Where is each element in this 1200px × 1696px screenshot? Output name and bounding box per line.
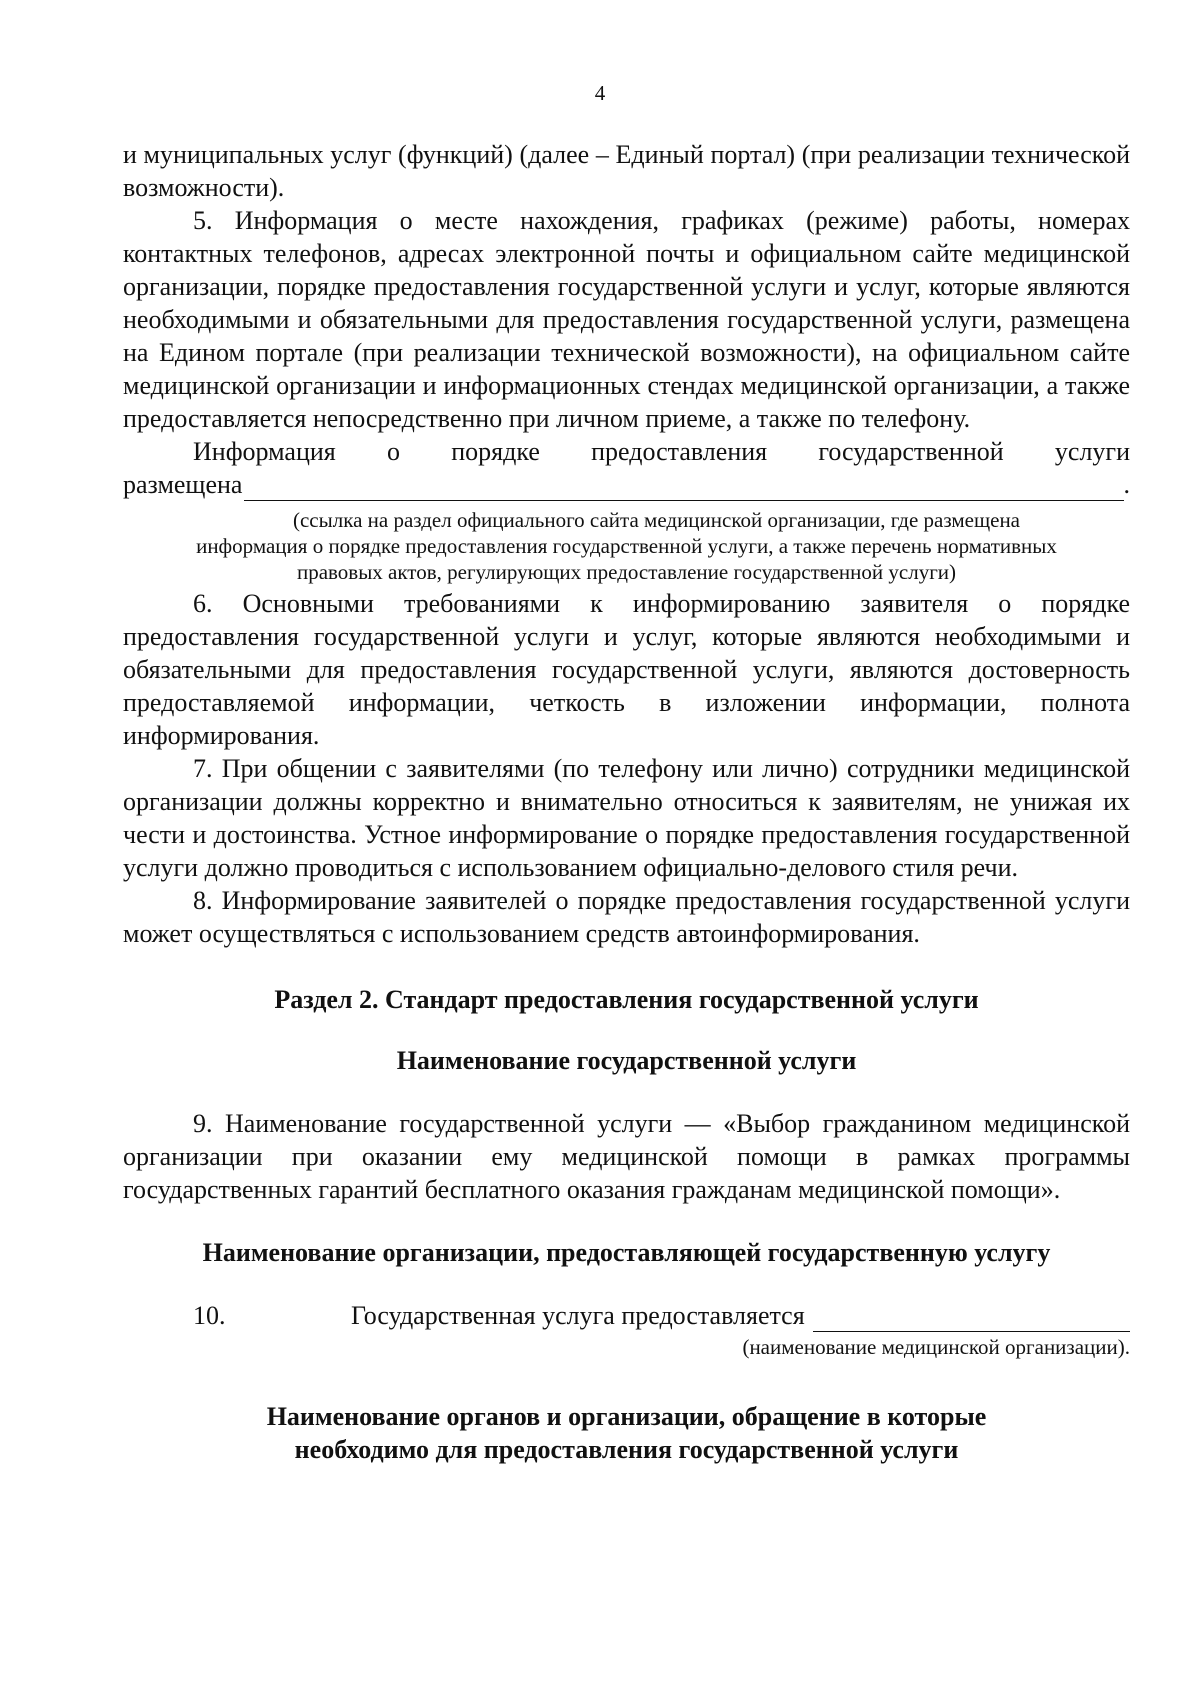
paragraph-10 <box>123 1299 1130 1332</box>
paragraph-8: 8. Информирование заявителей о порядке предоставления государственной услуги может осуществляться с использованием средств автоинформирования. <box>123 886 1130 948</box>
page-number: 4 <box>594 81 606 105</box>
heading-service-name: Наименование государственной услуги <box>396 1046 857 1075</box>
section-2-title: Раздел 2. Стандарт предоставления государственной услуги <box>274 985 979 1014</box>
link-note-line-3: правовых актов, регулирующих предоставление государственной услуги) <box>296 560 957 584</box>
info-placed-label: размещена <box>123 470 243 499</box>
paragraph-7: 7. При общении с заявителями (по телефону или лично) сотрудники медицинской организации должны корректно и внимательно относиться к заявителям, не унижая их чести и достоинства. Устное информирование о порядке предоставления государственной услуги должно проводиться с использованием официально-делового стиля речи. <box>123 754 1130 882</box>
paragraph-6: 6. Основными требованиями к информированию заявителя о порядке предоставления государственной услуги и услуг, которые являются необходимыми и обязательными для предоставления государственной услуги, являются достоверность предоставляемой информации, четкость в изложении информации, полнота информирования. <box>123 589 1130 750</box>
organization-note: (наименование медицинской организации). <box>742 1335 1130 1359</box>
document-body <box>123 138 1130 1466</box>
paragraph-continuation: и муниципальных услуг (функций) (далее – Единый портал) (при реализации технической возможности). <box>123 140 1130 202</box>
info-placement-line <box>123 435 1130 468</box>
info-line-end: . <box>1123 470 1130 499</box>
link-note-line-1: (ссылка на раздел официального сайта медицинской организации, где размещена <box>292 508 1021 532</box>
info-placement-fill-row <box>123 468 1130 501</box>
paragraph-10-number: 10. <box>193 1301 226 1330</box>
link-blank-line <box>244 476 1123 501</box>
link-note <box>123 507 1130 585</box>
organization-blank-line <box>813 1307 1130 1332</box>
heading-bodies-and-organizations <box>123 1400 1130 1466</box>
heading-bodies-line-1: Наименование органов и организации, обращение в которые <box>266 1402 987 1431</box>
paragraph-5: 5. Информация о месте нахождения, графиках (режиме) работы, номерах контактных телефонов, адресах электронной почты и официальном сайте медицинской организации, порядке предоставления государственной услуги и услуг, которые являются необходимыми и обязательными для предоставления государственной услуги, размещена на Едином портале (при реализации технической возможности), на официальном сайте медицинской организации и информационных стендах медицинской организации, а также предоставляется непосредственно при личном приеме, а также по телефону. <box>123 206 1130 433</box>
heading-providing-organization: Наименование организации, предоставляющей государственную услугу <box>202 1238 1051 1267</box>
paragraph-9: 9. Наименование государственной услуги — «Выбор гражданином медицинской организации при оказании ему медицинской помощи в рамках программы государственных гарантий бесплатного оказания гражданам медицинской помощи». <box>123 1109 1130 1204</box>
heading-bodies-line-2: необходимо для предоставления государственной услуги <box>294 1435 959 1464</box>
info-placement-text: Информация о порядке предоставления государственной услуги <box>193 437 1130 466</box>
link-note-line-2: информация о порядке предоставления государственной услуги, а также перечень нормативных <box>196 534 1057 558</box>
paragraph-10-text: Государственная услуга предоставляется <box>351 1301 805 1330</box>
